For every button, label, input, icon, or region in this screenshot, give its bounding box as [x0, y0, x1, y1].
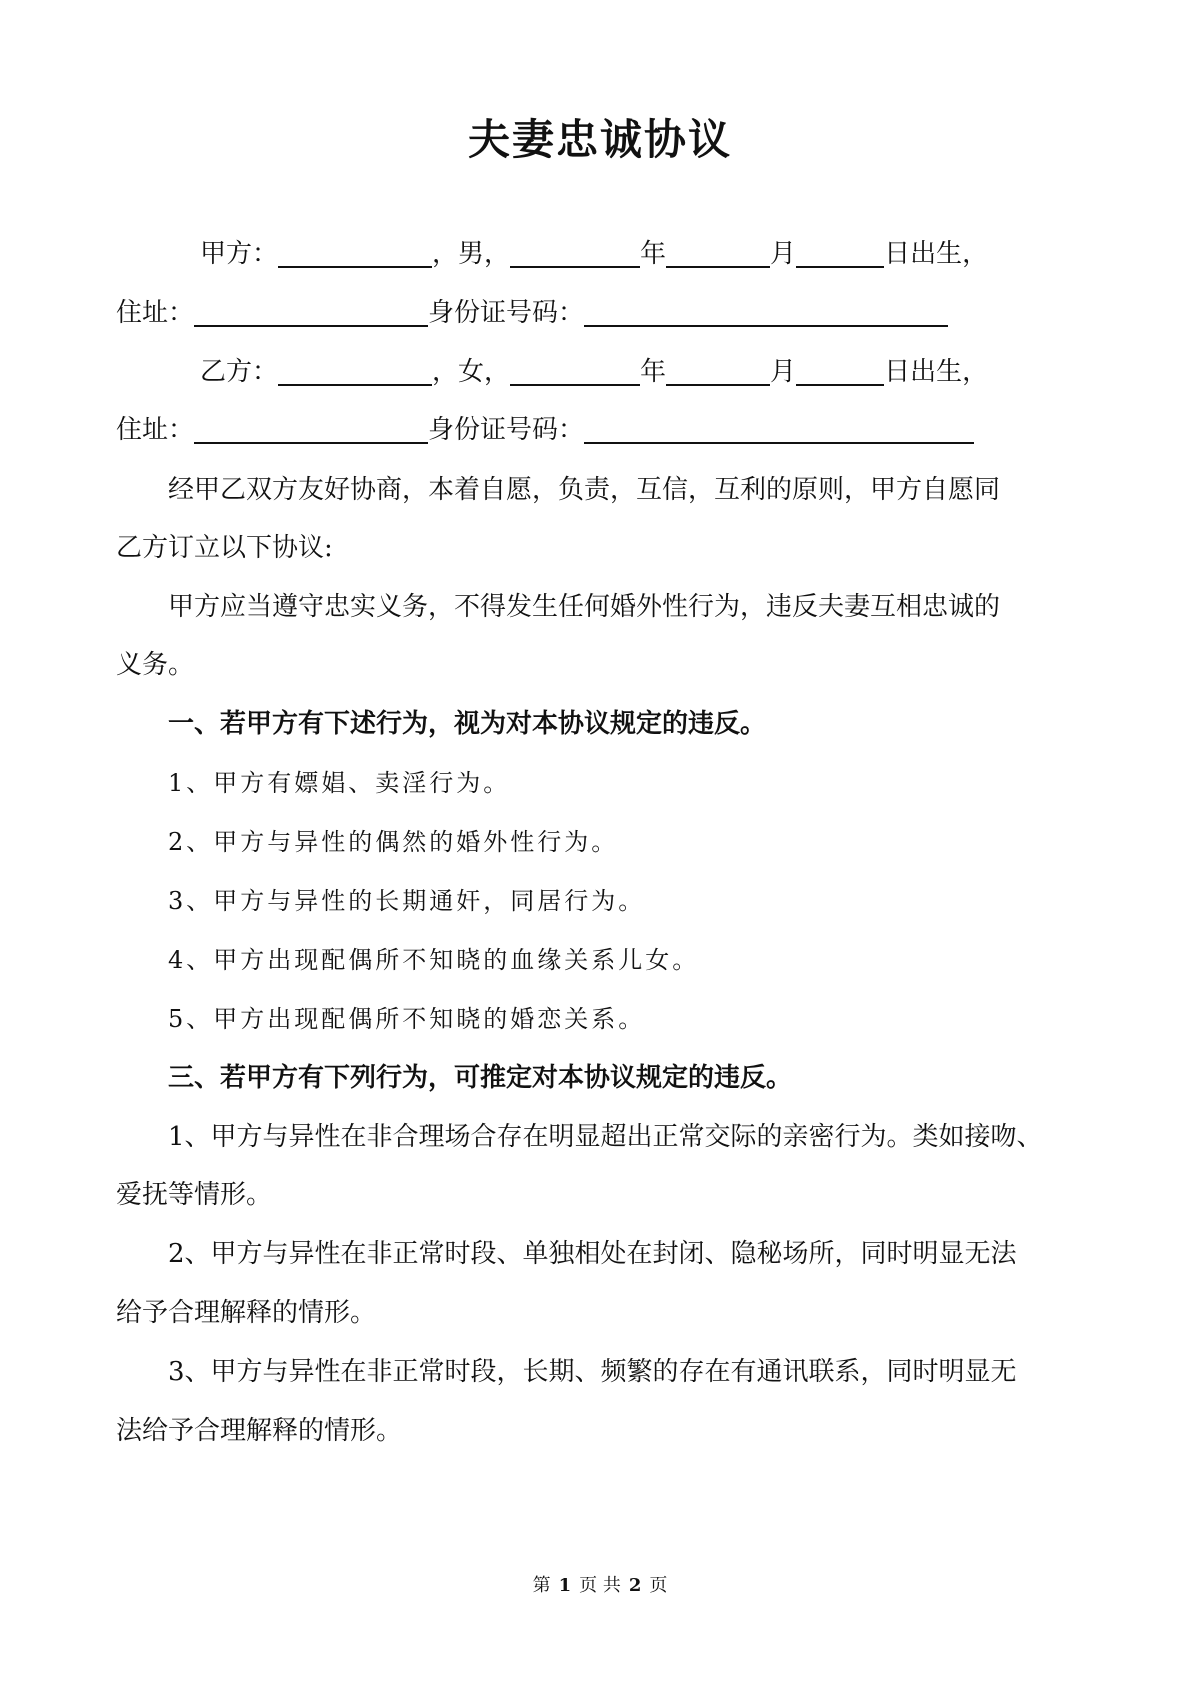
section-one-item: 3、甲方与异性的长期通奸，同居行为。 [168, 887, 646, 915]
party-a-day-blank[interactable] [796, 236, 884, 268]
party-a-month-blank[interactable] [666, 236, 770, 268]
party-a-gender: ，男， [432, 239, 511, 269]
party-b-id-blank[interactable] [584, 412, 974, 444]
party-a-line [200, 234, 988, 274]
section-three-item-2-line-1: 2、甲方与异性在非正常时段、单独相处在封闭、隐秘场所，同时明显无法 [168, 1239, 1017, 1269]
party-b-name-blank[interactable] [278, 354, 432, 386]
duty-line-1: 甲方应当遵守忠实义务，不得发生任何婚外性行为，违反夫妻互相忠诚的 [168, 592, 1001, 622]
party-b-label: 乙方： [200, 357, 279, 387]
party-b-year-label: 年 [640, 357, 667, 387]
party-a-address-blank[interactable] [194, 295, 428, 327]
party-b-address-label: 住址： [116, 415, 195, 445]
section-one-item: 5、甲方出现配偶所不知晓的婚恋关系。 [168, 1005, 646, 1033]
party-b-month-label: 月 [770, 357, 797, 387]
party-a-month-label: 月 [770, 239, 797, 269]
section-one-item: 4、甲方出现配偶所不知晓的血缘关系儿女。 [168, 946, 700, 974]
party-b-day-label: 日出生， [884, 357, 989, 387]
party-b-year-blank[interactable] [510, 354, 640, 386]
section-three-item-3-line-2: 法给予合理解释的情形。 [116, 1416, 403, 1446]
party-b-gender: ，女， [432, 357, 511, 387]
footer-suffix: 页 [649, 1575, 668, 1596]
party-a-address-label: 住址： [116, 298, 195, 328]
section-one-item: 2、甲方与异性的偶然的婚外性行为。 [168, 828, 619, 856]
party-a-id-blank[interactable] [584, 295, 948, 327]
party-a-year-blank[interactable] [510, 236, 640, 268]
section-one-item: 1、甲方有嫖娼、卖淫行为。 [168, 769, 511, 797]
document-title: 夫妻忠诚协议 [467, 115, 732, 164]
page-footer [0, 1574, 1200, 1598]
section-three-item-2-line-2: 给予合理解释的情形。 [116, 1298, 377, 1328]
party-b-day-blank[interactable] [796, 354, 884, 386]
footer-prefix: 第 [532, 1575, 551, 1596]
duty-line-2: 义务。 [116, 650, 195, 680]
party-b-id-label: 身份证号码： [428, 415, 585, 445]
party-b-address-line [116, 410, 974, 450]
section-one-heading: 一、若甲方有下述行为，视为对本协议规定的违反。 [168, 709, 767, 739]
preamble-line-2: 乙方订立以下协议: [116, 533, 333, 563]
preamble-line-1: 经甲乙双方友好协商，本着自愿，负责，互信，互利的原则，甲方自愿同 [168, 475, 1001, 505]
party-b-month-blank[interactable] [666, 354, 770, 386]
footer-total-pages: 2 [628, 1575, 642, 1596]
party-b-line [200, 352, 988, 392]
party-a-name-blank[interactable] [278, 236, 432, 268]
party-a-day-label: 日出生， [884, 239, 989, 269]
party-b-address-blank[interactable] [194, 412, 428, 444]
footer-middle: 页 共 [579, 1575, 621, 1596]
footer-current-page: 1 [558, 1575, 572, 1596]
section-three-item-3-line-1: 3、甲方与异性在非正常时段，长期、频繁的存在有通讯联系，同时明显无 [168, 1357, 1017, 1387]
section-three-item-1-line-2: 爱抚等情形。 [116, 1180, 273, 1210]
section-three-item-1-line-1: 1、甲方与异性在非合理场合存在明显超出正常交际的亲密行为。类如接吻、 [168, 1122, 1043, 1152]
party-a-id-label: 身份证号码： [428, 298, 585, 328]
section-three-heading: 三、若甲方有下列行为，可推定对本协议规定的违反。 [168, 1063, 793, 1093]
party-a-label: 甲方： [200, 239, 279, 269]
party-a-year-label: 年 [640, 239, 667, 269]
party-a-address-line [116, 293, 948, 333]
